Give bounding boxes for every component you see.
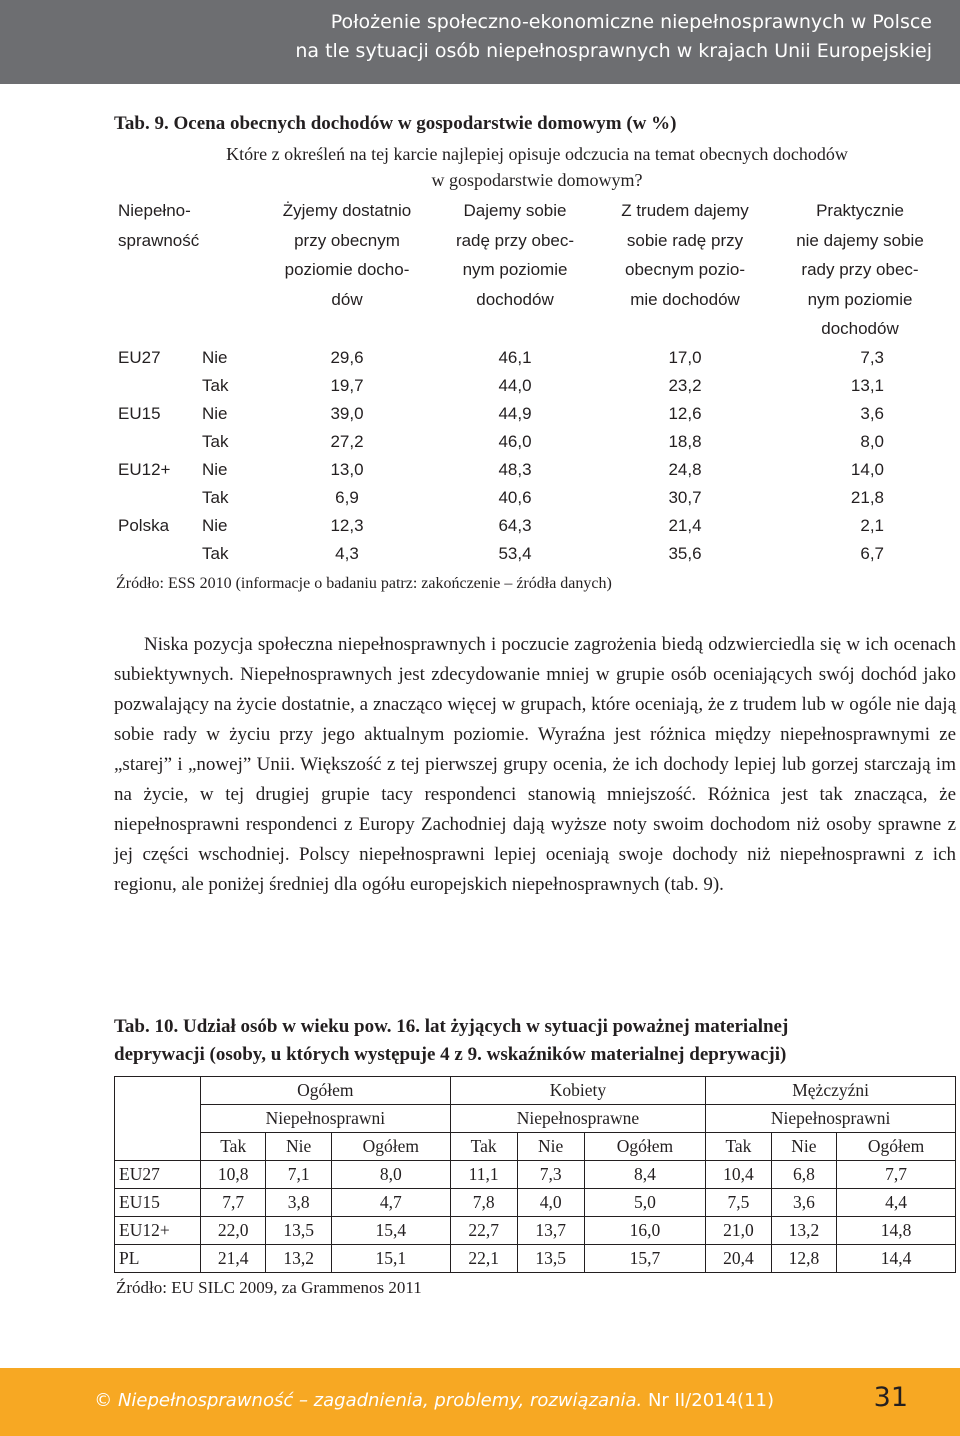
body-paragraph: Niska pozycja społeczna niepełnosprawnych i poczucie zagrożenia biedą odzwierciedla się w ich ocenach subiektywnych. Niepełnosprawnych jest zdecydowanie mniej w grupie osób oceniających swój dochód jako pozwalający na życie dostatnie, a znacząco więcej w grupach, które oceniają, że z trudem lub w ogóle nie dają sobie rady w życiu przy jego aktualnym poziomie. Wyraźna jest różnica między niepełnosprawnymi ze „starej” i „nowej” Unii. Większość z tej pierwszej grupy ocenia, że ich dochody lepiej lub gorzej starczają im na życie, w tej drugiej grupie tacy respondenci stanowią mniejszość. Różnica jest tak znacząca, że niepełnosprawni respondenci z Europy Zachodniej dają wyższe noty swoim dochodom niż osoby sprawne z jej części wschodniej. Polscy niepełnosprawni lepiej oceniają swoje dochody niż niepełnosprawni z ich regionu, ale poniżej średniej dla ogółu europejskich niepełnosprawnych (tab. 9). <box>114 634 956 895</box>
value-cell: 13,1 <box>850 375 884 395</box>
value-cell: 7,7 <box>201 1189 266 1217</box>
footer-citation <box>94 1390 774 1411</box>
table9-row <box>114 428 950 456</box>
header-text: dochodów <box>821 319 899 338</box>
value-cell: 21,4 <box>201 1245 266 1273</box>
value-cell: 21,0 <box>706 1217 771 1245</box>
region-cell: Polska <box>118 515 170 535</box>
value-cell: 24,8 <box>668 459 702 479</box>
disability-cell: Nie <box>202 459 228 479</box>
disability-cell: Tak <box>202 543 229 563</box>
disability-cell: Tak <box>202 431 229 451</box>
table9-title-text: Tab. 9. Ocena obecnych dochodów w gospodarstwie domowym (w %) <box>114 113 677 134</box>
header-text: nie dajemy sobie <box>796 230 924 250</box>
value-cell: 17,0 <box>668 347 702 367</box>
page-number: 31 <box>873 1382 908 1413</box>
value-cell: 10,4 <box>706 1161 771 1189</box>
table10-group-cell: Kobiety <box>450 1077 706 1105</box>
value-cell: 4,7 <box>331 1189 450 1217</box>
table10-col-cell: Nie <box>266 1133 331 1161</box>
table10-subgroup-row <box>115 1105 956 1133</box>
copyright-symbol: © <box>94 1390 113 1411</box>
value-cell: 2,1 <box>860 515 884 535</box>
value-cell: 7,5 <box>706 1189 771 1217</box>
value-cell: 30,7 <box>668 487 702 507</box>
value-cell: 8,0 <box>331 1161 450 1189</box>
value-cell: 7,3 <box>517 1161 584 1189</box>
table10-title-line-1: Tab. 10. Udział osób w wieku pow. 16. lat żyjących w sytuacji poważnej materialnej <box>114 1016 789 1037</box>
header-text: radę przy obec- <box>455 230 575 250</box>
table10-col-cell: Nie <box>517 1133 584 1161</box>
table10-title-line-2: deprywacji (osoby, u których występuje 4 z 9. wskaźników materialnej deprywacji) <box>114 1044 787 1065</box>
table9-row <box>114 372 950 400</box>
header-text: nym poziomie <box>462 260 568 279</box>
header-text: dochodów <box>476 289 554 309</box>
table9-question-line-2: w gospodarstwie domowym? <box>431 170 643 190</box>
table10-body <box>115 1161 956 1273</box>
value-cell: 7,3 <box>860 347 884 367</box>
header-text: Dajemy sobie <box>463 201 567 220</box>
value-cell: 3,8 <box>266 1189 331 1217</box>
table9-row <box>114 344 950 372</box>
value-cell: 13,5 <box>266 1217 331 1245</box>
value-cell: 44,0 <box>498 375 532 395</box>
value-cell: 13,5 <box>517 1245 584 1273</box>
table9-question-line-1: Które z określeń na tej karcie najlepiej opisuje odczucia na temat obecnych dochodów <box>226 144 848 164</box>
value-cell: 22,0 <box>201 1217 266 1245</box>
table10-col-cell: Ogółem <box>331 1133 450 1161</box>
value-cell: 6,7 <box>860 543 884 563</box>
table9-header-cell <box>264 196 430 344</box>
value-cell: 12,8 <box>771 1245 836 1273</box>
header-text: Żyjemy dostatnio <box>282 201 412 220</box>
table10-subgroup-cell: Niepełnosprawni <box>201 1105 451 1133</box>
value-cell: 64,3 <box>498 515 532 535</box>
table9-row <box>114 400 950 428</box>
disability-cell: Nie <box>202 403 228 423</box>
value-cell: 15,7 <box>584 1245 706 1273</box>
running-header <box>0 0 960 84</box>
value-cell: 4,4 <box>837 1189 956 1217</box>
table9-body <box>114 344 950 568</box>
table9 <box>114 196 950 568</box>
table10-col-cell: Tak <box>450 1133 517 1161</box>
value-cell: 4,0 <box>517 1189 584 1217</box>
region-cell: EU12+ <box>118 459 171 479</box>
region-cell <box>114 428 202 456</box>
value-cell: 8,0 <box>860 431 884 451</box>
table9-header-cell <box>600 196 770 344</box>
table9-question <box>114 141 960 193</box>
value-cell: 8,4 <box>584 1161 706 1189</box>
header-text: Niepełno- <box>118 201 191 220</box>
table10-col-cell: Ogółem <box>584 1133 706 1161</box>
value-cell: 20,4 <box>706 1245 771 1273</box>
disability-cell: Nie <box>202 515 228 535</box>
table9-header-cell <box>430 196 600 344</box>
value-cell: 18,8 <box>668 431 702 451</box>
value-cell: 6,9 <box>335 487 359 507</box>
table10-group-cell: Ogółem <box>201 1077 451 1105</box>
journal-issue: Nr II/2014(11) <box>647 1390 774 1411</box>
journal-title: Niepełnosprawność – zagadnienia, problemy, rozwiązania. <box>117 1390 643 1411</box>
region-cell <box>114 484 202 512</box>
value-cell: 14,8 <box>837 1217 956 1245</box>
table10-source: Źródło: EU SILC 2009, za Grammenos 2011 <box>116 1278 422 1297</box>
region-cell: EU27 <box>115 1161 201 1189</box>
value-cell: 10,8 <box>201 1161 266 1189</box>
value-cell: 3,6 <box>771 1189 836 1217</box>
value-cell: 21,4 <box>668 515 702 535</box>
table10-column-row <box>115 1133 956 1161</box>
region-cell: EU27 <box>118 347 161 367</box>
value-cell: 7,8 <box>450 1189 517 1217</box>
table10-row <box>115 1245 956 1273</box>
value-cell: 21,8 <box>850 487 884 507</box>
header-text: Praktycznie <box>816 201 904 220</box>
disability-cell: Nie <box>202 347 228 367</box>
table9-row <box>114 484 950 512</box>
region-cell: PL <box>115 1245 201 1273</box>
table9-row <box>114 540 950 568</box>
value-cell: 53,4 <box>498 543 532 563</box>
table9-row <box>114 512 950 540</box>
value-cell: 4,3 <box>335 543 359 563</box>
disability-cell: Tak <box>202 487 229 507</box>
value-cell: 15,1 <box>331 1245 450 1273</box>
table10-col-cell: Ogółem <box>837 1133 956 1161</box>
value-cell: 7,7 <box>837 1161 956 1189</box>
region-cell <box>114 372 202 400</box>
header-text: mie dochodów <box>630 289 740 309</box>
header-line-2: na tle sytuacji osób niepełnosprawnych w krajach Unii Europejskiej <box>295 40 932 62</box>
region-cell: EU15 <box>118 403 161 423</box>
header-line-1: Położenie społeczno-ekonomiczne niepełnosprawnych w Polsce <box>330 11 932 33</box>
table10-row <box>115 1161 956 1189</box>
value-cell: 46,0 <box>498 431 532 451</box>
table9-header-row <box>114 196 950 344</box>
value-cell: 48,3 <box>498 459 532 479</box>
value-cell: 44,9 <box>498 403 532 423</box>
value-cell: 22,1 <box>450 1245 517 1273</box>
value-cell: 23,2 <box>668 375 702 395</box>
header-text: sobie radę przy <box>626 230 744 250</box>
value-cell: 22,7 <box>450 1217 517 1245</box>
region-cell: EU15 <box>115 1189 201 1217</box>
table10-col-cell: Tak <box>201 1133 266 1161</box>
value-cell: 13,7 <box>517 1217 584 1245</box>
header-text: poziomie docho- <box>284 260 410 279</box>
header-text: sprawność <box>118 230 200 250</box>
value-cell: 29,6 <box>330 347 364 367</box>
table10-row <box>115 1217 956 1245</box>
value-cell: 7,1 <box>266 1161 331 1189</box>
value-cell: 6,8 <box>771 1161 836 1189</box>
table10-corner-cell <box>115 1077 201 1161</box>
value-cell: 46,1 <box>498 347 532 367</box>
value-cell: 40,6 <box>498 487 532 507</box>
header-text: obecnym pozio- <box>624 260 745 279</box>
value-cell: 27,2 <box>330 431 364 451</box>
footer-bar <box>0 1368 960 1436</box>
value-cell: 39,0 <box>330 403 364 423</box>
header-text: przy obecnym <box>294 230 400 250</box>
table10-col-cell: Nie <box>771 1133 836 1161</box>
table9-header-cell <box>770 196 950 344</box>
value-cell: 14,4 <box>837 1245 956 1273</box>
value-cell: 35,6 <box>668 543 702 563</box>
value-cell: 13,2 <box>266 1245 331 1273</box>
table9-header-cell <box>114 196 264 344</box>
disability-cell: Tak <box>202 375 229 395</box>
value-cell: 16,0 <box>584 1217 706 1245</box>
region-cell: EU12+ <box>115 1217 201 1245</box>
value-cell: 11,1 <box>450 1161 517 1189</box>
table10-group-cell: Mężczyźni <box>706 1077 956 1105</box>
value-cell: 15,4 <box>331 1217 450 1245</box>
value-cell: 12,3 <box>330 515 364 535</box>
value-cell: 12,6 <box>668 403 702 423</box>
value-cell: 19,7 <box>330 375 364 395</box>
header-text: dów <box>331 289 363 309</box>
header-text: Z trudem dajemy <box>621 201 749 220</box>
table10-row <box>115 1189 956 1217</box>
table9-row <box>114 456 950 484</box>
table10-title <box>114 1013 960 1069</box>
value-cell: 14,0 <box>850 459 884 479</box>
table10 <box>114 1076 956 1273</box>
value-cell: 5,0 <box>584 1189 706 1217</box>
table9-source: Źródło: ESS 2010 (informacje o badaniu patrz: zakończenie – źródła danych) <box>116 575 612 592</box>
region-cell <box>114 540 202 568</box>
value-cell: 3,6 <box>860 403 884 423</box>
table10-group-row <box>115 1077 956 1105</box>
table10-col-cell: Tak <box>706 1133 771 1161</box>
value-cell: 13,0 <box>330 459 364 479</box>
header-text: rady przy obec- <box>801 260 919 279</box>
value-cell: 13,2 <box>771 1217 836 1245</box>
table10-subgroup-cell: Niepełnosprawne <box>450 1105 706 1133</box>
header-text: nym poziomie <box>807 289 913 309</box>
table10-subgroup-cell: Niepełnosprawni <box>706 1105 956 1133</box>
table9-title <box>114 110 960 138</box>
